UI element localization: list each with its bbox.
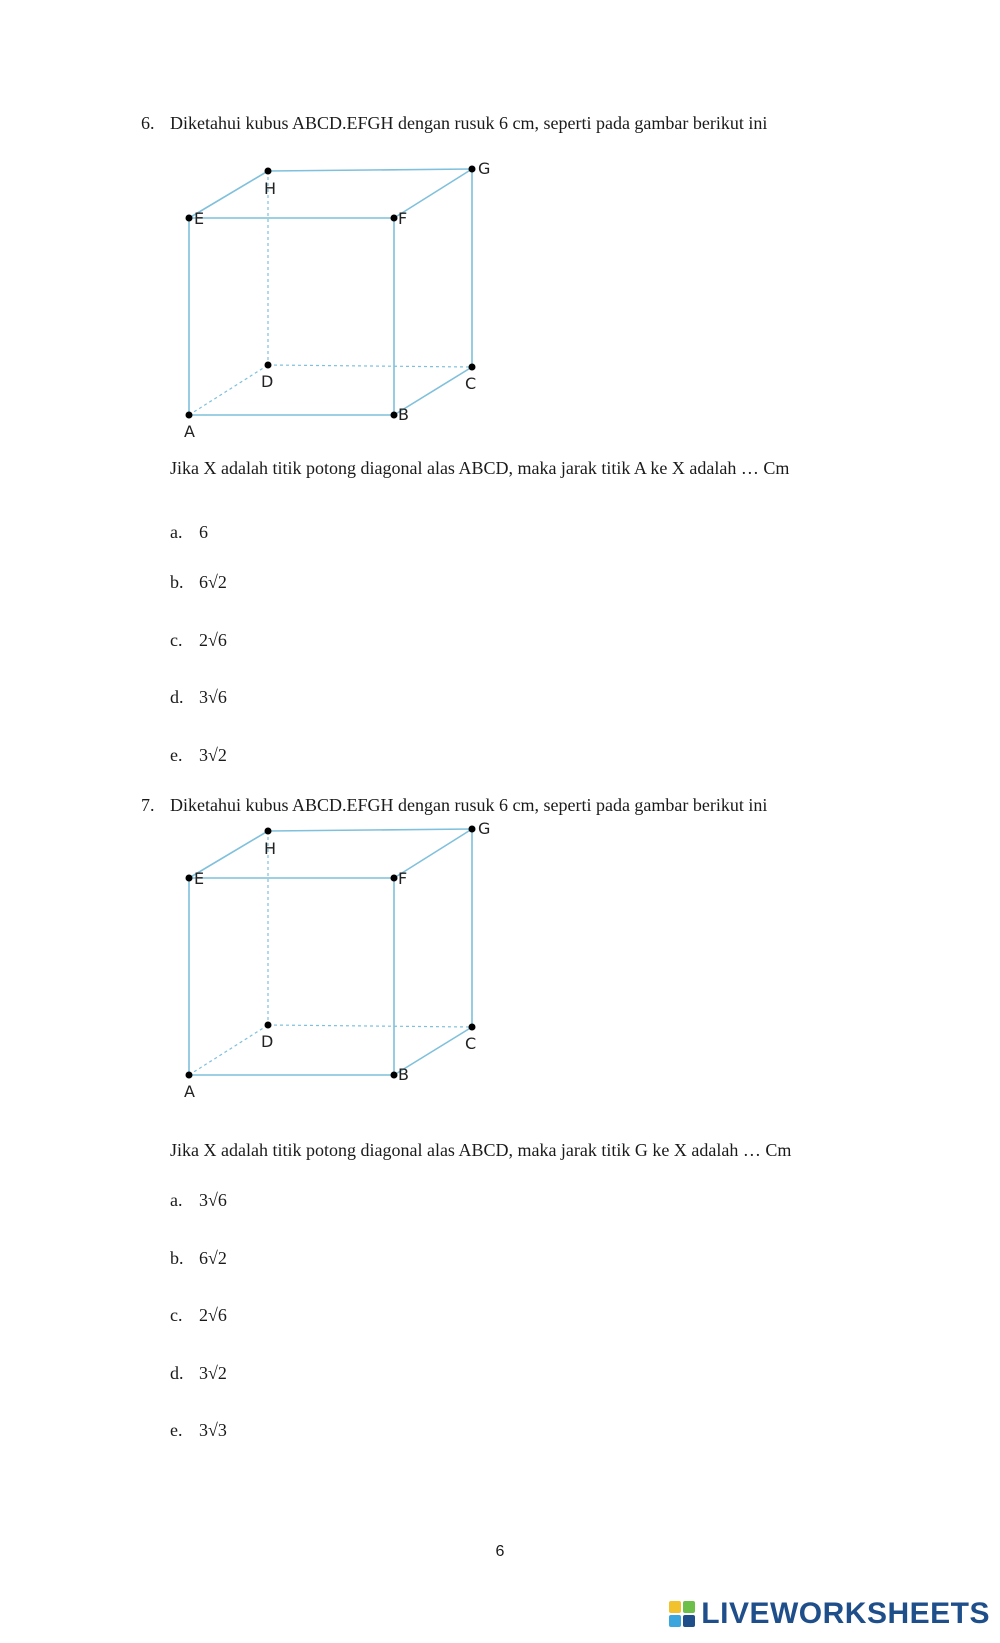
option-value: 6√2 — [199, 1248, 227, 1268]
option-value: 2√6 — [199, 1305, 227, 1325]
label-d: D — [261, 1032, 274, 1051]
option-value: 3√2 — [199, 1363, 227, 1383]
option-b[interactable] — [170, 571, 227, 593]
label-g: G — [478, 819, 491, 838]
edge-dc — [268, 365, 472, 367]
vertex-a — [186, 412, 193, 419]
page-number: 6 — [495, 1543, 505, 1560]
option-value: 3√2 — [199, 745, 227, 765]
option-a[interactable] — [170, 521, 208, 543]
option-d[interactable] — [170, 686, 227, 708]
liveworksheets-grid-icon — [669, 1601, 695, 1627]
option-letter: b. — [170, 1248, 184, 1268]
label-e: E — [194, 209, 205, 228]
option-b[interactable] — [170, 1247, 227, 1269]
option-e[interactable] — [170, 744, 227, 766]
label-a: A — [184, 1082, 195, 1101]
cube-diagram — [175, 155, 505, 445]
question-number: 7. — [141, 795, 155, 815]
edge-ad — [189, 1025, 268, 1075]
option-value: 3√3 — [199, 1420, 227, 1440]
option-letter: d. — [170, 687, 184, 707]
vertex-e — [186, 875, 193, 882]
vertex-a — [186, 1072, 193, 1079]
option-value: 6√2 — [199, 572, 227, 592]
label-e: E — [194, 869, 205, 888]
vertex-d — [265, 362, 272, 369]
label-c: C — [465, 374, 477, 393]
option-value: 3√6 — [199, 687, 227, 707]
option-e[interactable] — [170, 1419, 227, 1441]
vertex-c — [469, 1024, 476, 1031]
label-c: C — [465, 1034, 477, 1053]
label-d: D — [261, 372, 274, 391]
label-a: A — [184, 422, 195, 441]
vertex-f — [391, 215, 398, 222]
label-b: B — [398, 1065, 409, 1084]
label-f: F — [398, 209, 408, 228]
liveworksheets-brand: LIVEWORKSHEETS — [701, 1597, 990, 1630]
option-value: 2√6 — [199, 630, 227, 650]
edge-hg — [268, 829, 472, 831]
option-letter: d. — [170, 1363, 184, 1383]
vertex-e — [186, 215, 193, 222]
option-letter: c. — [170, 630, 183, 650]
label-f: F — [398, 869, 408, 888]
question-number: 6. — [141, 113, 155, 133]
vertex-c — [469, 364, 476, 371]
label-h: H — [264, 179, 277, 198]
vertex-d — [265, 1022, 272, 1029]
question-prompt: Diketahui kubus ABCD.EFGH dengan rusuk 6 cm, seperti pada gambar berikut ini — [170, 795, 768, 815]
question-prompt: Diketahui kubus ABCD.EFGH dengan rusuk 6 cm, seperti pada gambar berikut ini — [170, 113, 768, 133]
question-text: Jika X adalah titik potong diagonal alas ABCD, maka jarak titik A ke X adalah … Cm — [170, 458, 790, 478]
option-d[interactable] — [170, 1362, 227, 1384]
option-letter: a. — [170, 1190, 183, 1210]
vertex-b — [391, 412, 398, 419]
option-c[interactable] — [170, 1304, 227, 1326]
option-letter: e. — [170, 1420, 183, 1440]
liveworksheets-logo[interactable] — [669, 1597, 990, 1631]
option-letter: e. — [170, 745, 183, 765]
label-b: B — [398, 405, 409, 424]
option-value: 3√6 — [199, 1190, 227, 1210]
vertex-g — [469, 166, 476, 173]
vertex-g — [469, 826, 476, 833]
option-letter: a. — [170, 522, 183, 542]
option-value: 6 — [199, 522, 208, 542]
vertex-f — [391, 875, 398, 882]
option-a[interactable] — [170, 1189, 227, 1211]
edge-hg — [268, 169, 472, 171]
vertex-b — [391, 1072, 398, 1079]
option-c[interactable] — [170, 629, 227, 651]
cube-diagram — [175, 815, 505, 1105]
option-letter: b. — [170, 572, 184, 592]
vertex-h — [265, 828, 272, 835]
question-text: Jika X adalah titik potong diagonal alas ABCD, maka jarak titik G ke X adalah … Cm — [170, 1140, 792, 1160]
label-h: H — [264, 839, 277, 858]
option-letter: c. — [170, 1305, 183, 1325]
edge-dc — [268, 1025, 472, 1027]
vertex-h — [265, 168, 272, 175]
label-g: G — [478, 159, 491, 178]
edge-ad — [189, 365, 268, 415]
